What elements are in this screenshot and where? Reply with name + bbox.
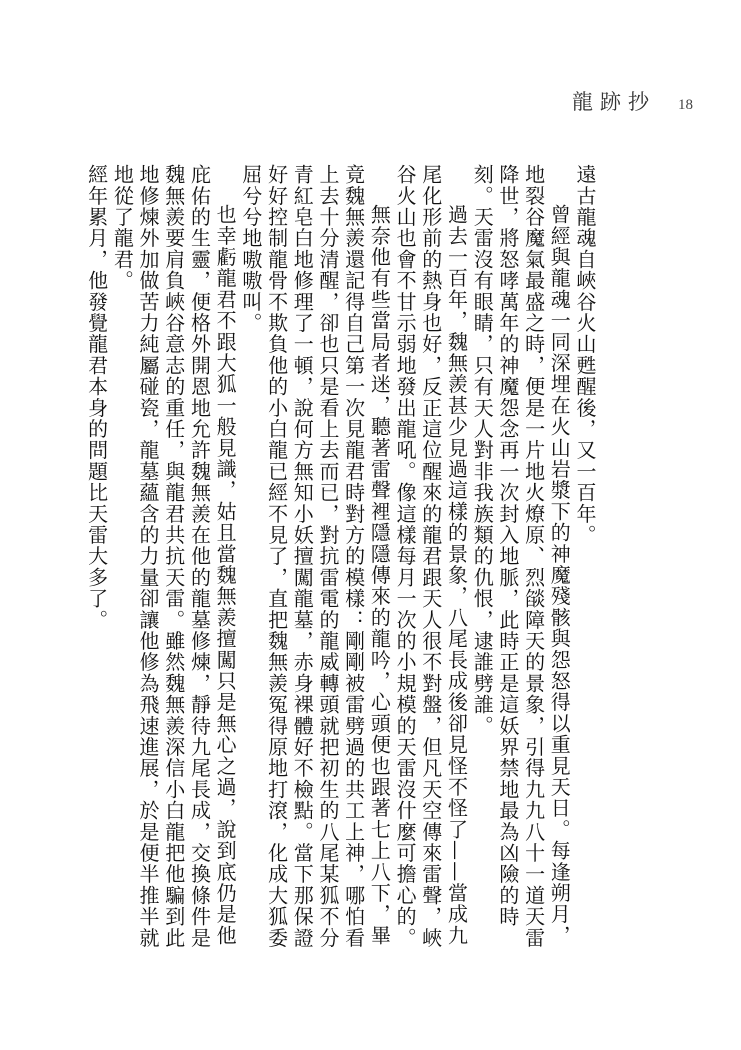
running-book-title: 龍跡抄 xyxy=(572,90,656,114)
page-number: 18 xyxy=(678,97,693,113)
paragraph: 過去一百年，魏無羨甚少見過這樣的景象，八尾長成後卻見怪不怪了——當成九尾化形前的熱身也好，反正這位醒來的龍君跟天人很不對盤，但凡天空傳來雷聲，峽谷火山也會不甘示弱地發出龍吼。像這樣每月一次的小規模的天雷沒什麼可擔心的。 xyxy=(393,164,469,949)
paragraph: 也幸虧龍君不跟大狐一般見識，姑且當魏無羨擅闖只是無心之過，說到底仍是他庇佑的生靈，便格外開恩地允許魏無羨在他的龍墓修煉，靜待九尾長成，交換條件是魏無羨要肩負峽谷意志的重任，與龍君共抗天雷。雖然魏無羨深信小白龍把他騙到此地修煉外加做苦力純屬碰瓷，龍墓蘊含的力量卻讓他修為飛速進展，於是便半推半就地從了龍君。 xyxy=(110,164,238,949)
vertical-text-body xyxy=(17,164,597,964)
page-header xyxy=(572,86,693,116)
paragraph: 經年累月，他發覺龍君本身的問題比天雷大多了。 xyxy=(84,164,109,631)
paragraph: 無奈他有些當局者迷，聽著雷聲裡隱隱傳來的龍吟，心頭便也跟著七上八下，畢竟魏無羨還記得自己第一次見龍君時對方的模樣：剛剛被雷劈過的共工上神，哪怕看上去十分清醒，卻也只是看上去而已，對抗雷電的龍威轉頭就把初生的八尾某狐不分青紅皂白地修理了一頓，說何方無知小妖擅闖龍墓，赤身裸體好不檢點。當下那保證好好控制龍骨不欺負他的小白龍已經不見了，直把魏無羨冤得原地打滾，化成大狐委屈兮兮地嗷嗷叫。 xyxy=(238,164,392,949)
paragraph: 曾經與龍魂一同深埋在火山岩漿下的神魔殘骸與怨怒得以重見天日。每逢朔月，地裂谷魔氣最盛之時，便是一片地火燎原、烈燄障天的景象，引得九九八十一道天雷降世，將怒哮萬年的神魔怨念再一次封入地脈，此時正是這妖界禁地最為凶險的時刻。天雷沒有眼睛，只有天人對非我族類的仇恨，逮誰劈誰。 xyxy=(470,164,572,949)
paragraph: 遠古龍魂自峽谷火山甦醒後，又一百年。 xyxy=(573,164,597,546)
